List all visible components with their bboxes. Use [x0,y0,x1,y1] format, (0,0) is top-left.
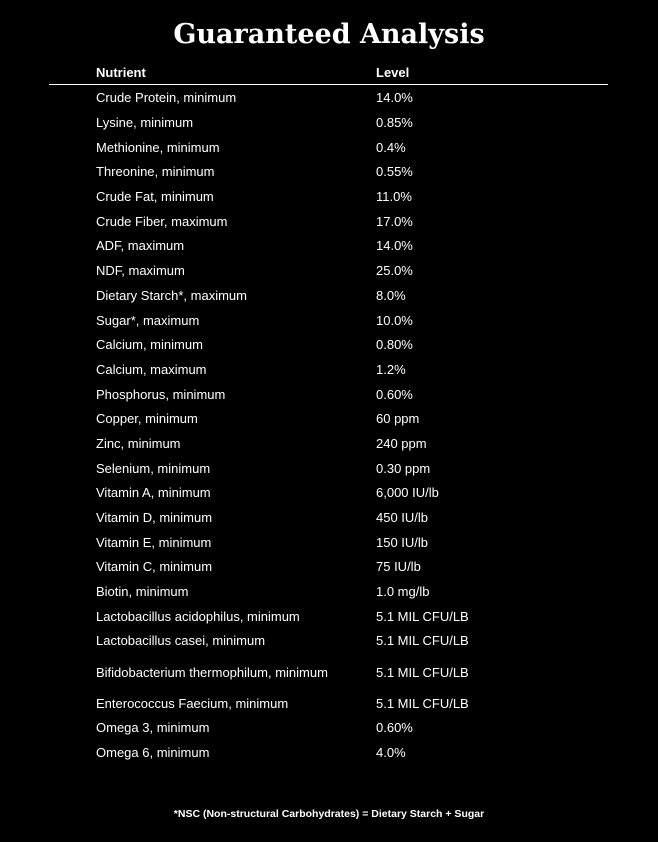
nutrient-name: Biotin, minimum [96,584,189,600]
table-row [0,530,658,555]
nutrient-name: ADF, maximum [96,238,185,254]
nutrient-name: Vitamin D, minimum [96,510,213,526]
nutrient-name: Threonine, minimum [96,164,215,180]
nutrient-level: 0.4% [376,139,406,155]
nutrient-level: 1.2% [376,361,406,377]
nutrient-name: Crude Fiber, maximum [96,213,228,229]
nutrient-level: 0.55% [376,164,413,180]
nutrient-level: 17.0% [376,213,413,229]
nutrient-column-header: Nutrient [96,65,146,80]
table-row [0,382,658,407]
nutrient-level: 5.1 MIL CFU/LB [376,695,469,711]
nutrient-level: 5.1 MIL CFU/LB [376,633,469,649]
level-column-header: Level [376,65,410,80]
table-row [0,654,658,692]
nutrient-name: Zinc, minimum [96,435,181,451]
table-row [0,481,658,506]
table-row [0,691,658,716]
nutrient-level: 0.60% [376,720,413,736]
nutrient-level: 0.80% [376,337,413,353]
table-row [0,629,658,654]
nutrient-name: Crude Fat, minimum [96,189,214,205]
table-row [0,111,658,136]
nutrient-level: 0.85% [376,115,413,131]
nutrient-name: Dietary Starch*, maximum [96,287,247,303]
nutrient-level: 0.60% [376,386,413,402]
table-row [0,456,658,481]
header-divider [49,84,608,85]
nutrient-level: 10.0% [376,312,413,328]
nutrient-level: 240 ppm [376,435,427,451]
page-title: Guaranteed Analysis [173,19,485,50]
nutrient-level: 4.0% [376,745,406,761]
nutrient-level: 11.0% [376,189,412,205]
nutrient-name: Vitamin A, minimum [96,485,211,501]
nutrient-name: Lactobacillus casei, minimum [96,633,266,649]
table-row [0,432,658,457]
nutrient-name: Methionine, minimum [96,139,220,155]
nutrient-level: 1.0 mg/lb [376,584,430,600]
table-row [0,741,658,766]
table-row [0,716,658,741]
nutrient-level: 75 IU/lb [376,559,421,575]
nutrient-level: 25.0% [376,263,413,279]
nutrient-name: Calcium, minimum [96,337,203,353]
table-header [0,64,658,82]
nutrient-name: Lactobacillus acidophilus, minimum [96,608,300,624]
nutrient-level: 6,000 IU/lb [376,485,439,501]
table-row [0,308,658,333]
nutrient-name: Copper, minimum [96,411,198,427]
nutrient-name: Selenium, minimum [96,460,211,476]
table-row [0,333,658,358]
nutrient-level: 8.0% [376,287,406,303]
nutrient-level: 150 IU/lb [376,534,429,550]
nutrient-level: 450 IU/lb [376,510,429,526]
table-row [0,284,658,309]
nutrient-name: Crude Protein, minimum [96,90,237,106]
table-row [0,259,658,284]
nutrient-name: NDF, maximum [96,263,185,279]
nutrient-name: Calcium, maximum [96,361,207,377]
nutrient-name: Bifidobacterium thermophilum, minimum [96,664,328,680]
nutrient-name: Vitamin C, minimum [96,559,213,575]
nutrient-level: 14.0% [376,238,413,254]
nutrient-level: 14.0% [376,90,413,106]
table-row [0,185,658,210]
table-row [0,234,658,259]
table-row [0,555,658,580]
table-row [0,86,658,111]
table-row [0,209,658,234]
nutrient-name: Omega 3, minimum [96,720,210,736]
table-row [0,506,658,531]
footnote: *NSC (Non-structural Carbohydrates) = Dietary Starch + Sugar [173,808,485,820]
nutrient-name: Sugar*, maximum [96,312,200,328]
nutrient-name: Phosphorus, minimum [96,386,226,402]
nutrient-name: Enterococcus Faecium, minimum [96,695,289,711]
nutrient-name: Omega 6, minimum [96,745,210,761]
nutrient-table [0,86,658,765]
table-row [0,604,658,629]
nutrient-name: Vitamin E, minimum [96,534,212,550]
table-row [0,135,658,160]
nutrient-level: 0.30 ppm [376,460,431,476]
nutrient-level: 5.1 MIL CFU/LB [376,608,469,624]
table-row [0,580,658,605]
table-row [0,358,658,383]
nutrient-level: 60 ppm [376,411,420,427]
nutrient-name: Lysine, minimum [96,115,194,131]
table-row [0,160,658,185]
nutrient-level: 5.1 MIL CFU/LB [376,664,469,680]
table-row [0,407,658,432]
